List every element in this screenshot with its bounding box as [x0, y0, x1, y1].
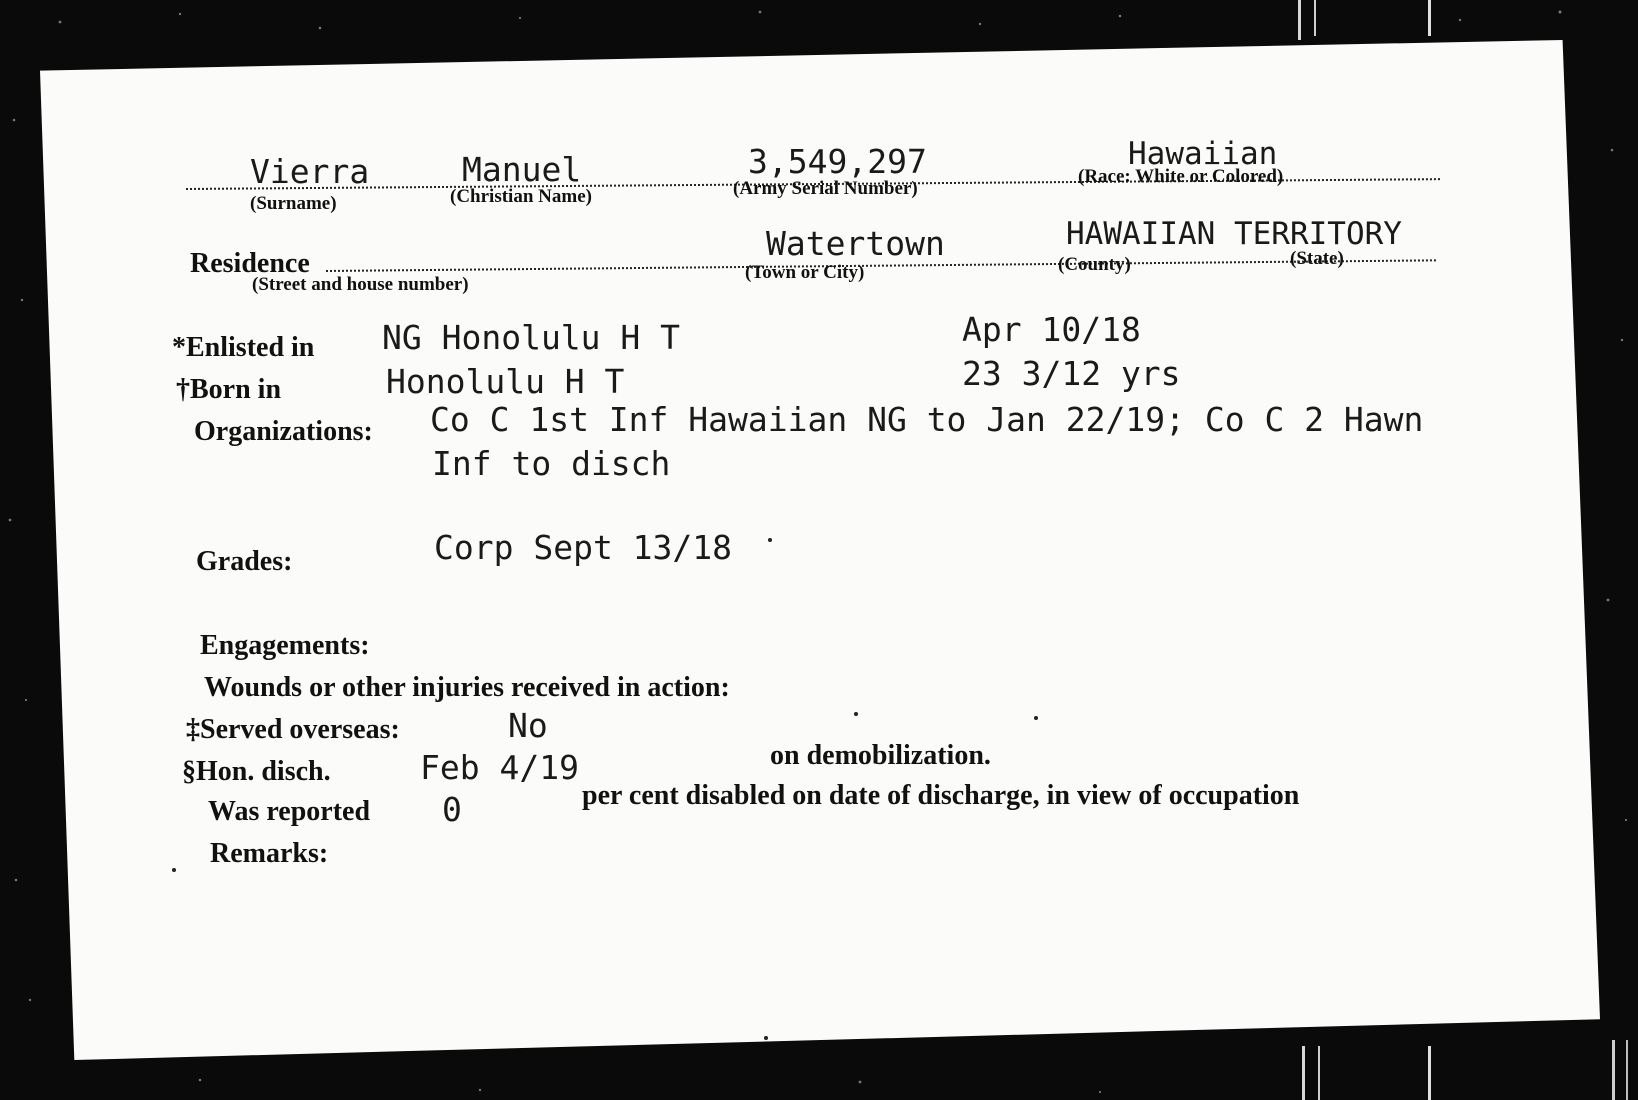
town-value: Watertown	[766, 224, 945, 263]
christian-name-caption: (Christian Name)	[450, 186, 592, 207]
engagements-label: Engagements:	[200, 630, 370, 661]
organizations-label: Organizations:	[194, 416, 373, 447]
state-caption: (State)	[1290, 248, 1344, 269]
discharge-label: §Hon. disch.	[182, 756, 331, 787]
street-caption: (Street and house number)	[252, 274, 469, 295]
discharge-date: Feb 4/19	[420, 748, 579, 787]
served-overseas-label: ‡Served overseas:	[186, 714, 400, 745]
serial-number-caption: (Army Serial Number)	[733, 178, 918, 199]
born-label: †Born in	[176, 374, 282, 405]
organizations-line-2: Inf to disch	[432, 444, 671, 483]
organizations-line-1: Co C 1st Inf Hawaiian NG to Jan 22/19; Co C 2 Hawn	[430, 400, 1424, 439]
ink-speck	[764, 1036, 768, 1040]
christian-name-value: Manuel	[462, 150, 582, 189]
age-value: 23 3/12 yrs	[962, 354, 1181, 393]
ink-speck	[854, 712, 858, 716]
remarks-label: Remarks:	[210, 838, 329, 869]
ink-speck	[1034, 716, 1038, 720]
born-place: Honolulu H T	[386, 362, 625, 401]
surname-value: Vierra	[250, 152, 370, 191]
residence-label: Residence	[190, 248, 310, 279]
served-overseas-value: No	[508, 706, 548, 745]
county-state-value: HAWAIIAN TERRITORY	[1066, 216, 1402, 252]
disabled-text: per cent disabled on date of discharge, in view of occupation	[582, 780, 1300, 811]
enlisted-place: NG Honolulu H T	[382, 318, 681, 357]
surname-caption: (Surname)	[250, 193, 337, 214]
wounds-label: Wounds or other injuries received in action:	[204, 672, 730, 703]
reported-label: Was reported	[208, 796, 371, 827]
grades-value: Corp Sept 13/18	[434, 528, 733, 567]
ink-speck	[768, 538, 772, 542]
disabled-percent: 0	[442, 790, 462, 829]
discharge-note: on demobilization.	[770, 740, 991, 771]
race-caption: (Race: White or Colored)	[1078, 166, 1284, 187]
race-value: Hawaiian	[1128, 136, 1278, 172]
enlisted-label: *Enlisted in	[172, 332, 315, 363]
ink-speck	[172, 868, 176, 872]
town-caption: (Town or City)	[745, 262, 865, 283]
grades-label: Grades:	[196, 546, 293, 577]
serial-number-value: 3,549,297	[748, 142, 927, 181]
county-caption: (County)	[1058, 254, 1131, 275]
enlisted-date: Apr 10/18	[962, 310, 1141, 349]
